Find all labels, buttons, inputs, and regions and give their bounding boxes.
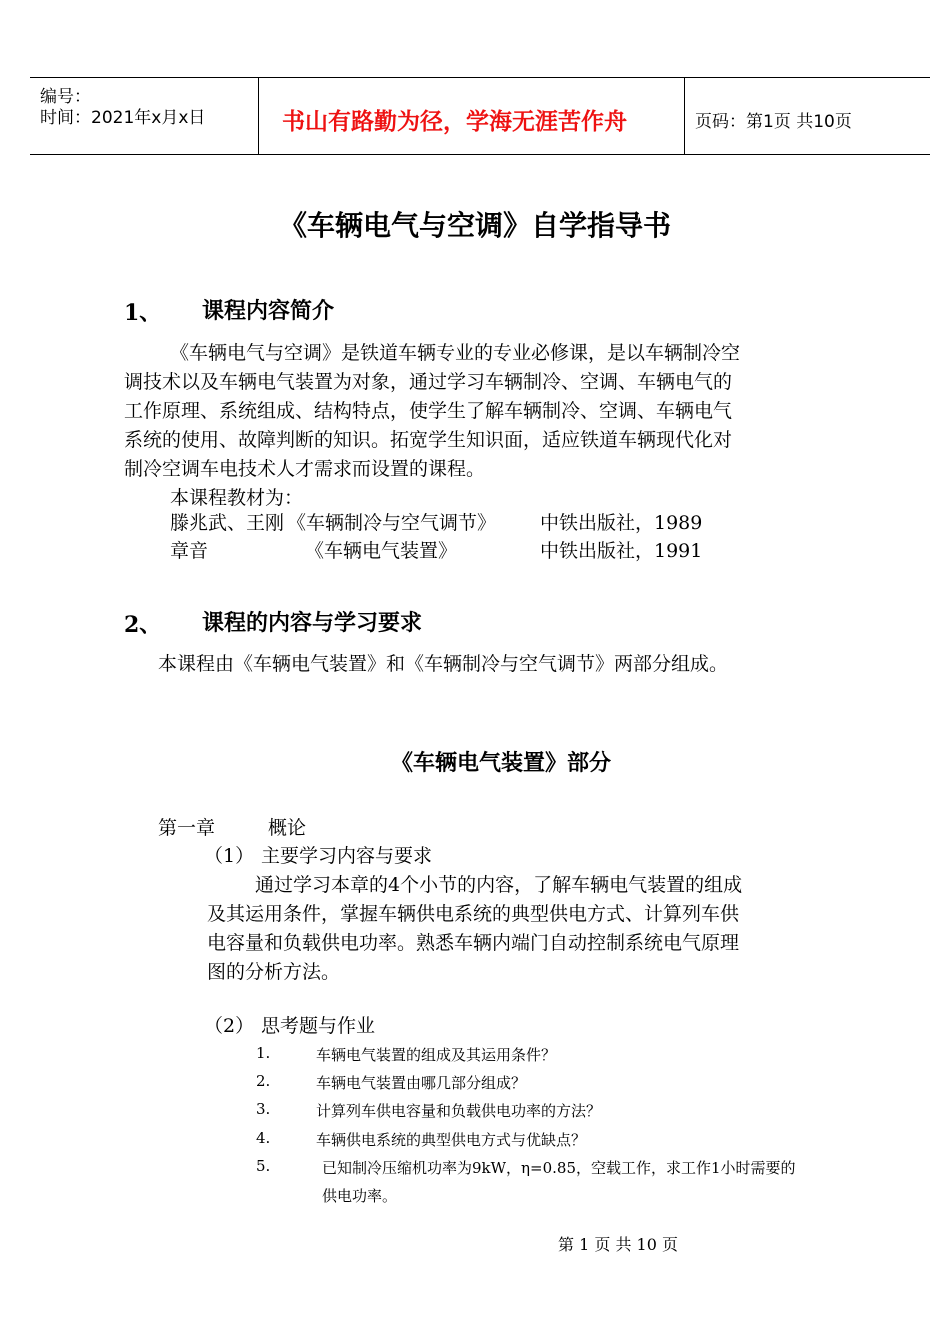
paragraph-line: 调技术以及车辆电气装置为对象，通过学习车辆制冷、空调、车辆电气的 — [124, 371, 733, 393]
content-line: 电容量和负载供电功率。熟悉车辆内端门自动控制系统电气原理 — [207, 932, 740, 954]
content-line: 图的分析方法。 — [207, 961, 341, 983]
content-line: 及其运用条件，掌握车辆供电系统的典型供电方式、计算列车供 — [207, 903, 740, 925]
header-bottom-rule — [30, 154, 930, 155]
header-top-rule — [30, 77, 930, 78]
paragraph-line: 工作原理、系统组成、结构特点，使学生了解车辆制冷、空调、车辆电气 — [124, 400, 733, 422]
header-time-label: 时间：2021年x月x日 — [40, 108, 206, 128]
subsection-heading: 主要学习内容与要求 — [261, 845, 433, 867]
book-publisher: 中铁出版社，1991 — [540, 540, 703, 562]
question-text: 车辆电气装置的组成及其运用条件？ — [316, 1046, 557, 1064]
book-title: 《车辆电气装置》 — [305, 540, 458, 562]
section1-heading: 课程内容简介 — [202, 299, 335, 324]
paragraph-line: 制冷空调车电技术人才需求而设置的课程。 — [124, 458, 486, 480]
content-line: 通过学习本章的4个小节的内容，了解车辆电气装置的组成 — [255, 874, 743, 896]
header-motto: 书山有路勤为径，学海无涯苦作舟 — [282, 109, 627, 135]
chapter-name: 概论 — [268, 817, 307, 839]
question-number: 4. — [256, 1129, 271, 1147]
header-page-label: 页码：第1页 共10页 — [695, 112, 852, 132]
paragraph-line: 《车辆电气与空调》是铁道车辆专业的专业必修课，是以车辆制冷空 — [170, 342, 741, 364]
book-title: 《车辆制冷与空气调节》 — [287, 512, 497, 534]
section1-paragraph — [124, 339, 844, 484]
question-number: 2. — [256, 1072, 271, 1090]
question-text: 车辆供电系统的典型供电方式与优缺点？ — [316, 1131, 587, 1149]
paragraph-line: 系统的使用、故障判断的知识。拓宽学生知识面，适应铁道车辆现代化对 — [124, 429, 733, 451]
header-divider-right — [684, 77, 685, 155]
question-number: 5. — [256, 1157, 271, 1175]
subsection-heading: 思考题与作业 — [261, 1015, 376, 1037]
part-title: 《车辆电气装置》部分 — [390, 751, 611, 776]
subsection-number: （1） — [204, 845, 255, 867]
question-text: 车辆电气装置由哪几部分组成？ — [316, 1074, 527, 1092]
section2-number: 2、 — [124, 612, 162, 638]
section2-heading: 课程的内容与学习要求 — [202, 611, 423, 636]
header-divider-left — [258, 77, 259, 155]
chapter1-content — [207, 871, 847, 987]
question-number: 3. — [256, 1100, 271, 1118]
question-number: 1. — [256, 1044, 271, 1062]
book-publisher: 中铁出版社，1989 — [540, 512, 703, 534]
section1-number: 1、 — [124, 300, 162, 326]
book-author: 章音 — [170, 540, 209, 562]
page-footer: 第 1 页 共 10 页 — [558, 1235, 678, 1254]
book-author: 滕兆武、王刚 — [170, 512, 285, 534]
header-number-label: 编号： — [40, 87, 91, 107]
section2-intro: 本课程由《车辆电气装置》和《车辆制冷与空气调节》两部分组成。 — [158, 653, 729, 675]
subsection-number: （2） — [204, 1015, 255, 1037]
question-text: 计算列车供电容量和负载供电功率的方法？ — [316, 1102, 602, 1120]
textbook-label: 本课程教材为： — [170, 487, 304, 509]
chapter-label: 第一章 — [158, 817, 216, 839]
question-text: 已知制冷压缩机功率为9kW，η=0.85，空载工作，求工作1小时需要的 — [322, 1159, 796, 1177]
question-text-continued: 供电功率。 — [322, 1187, 398, 1205]
document-title: 《车辆电气与空调》自学指导书 — [278, 209, 671, 242]
